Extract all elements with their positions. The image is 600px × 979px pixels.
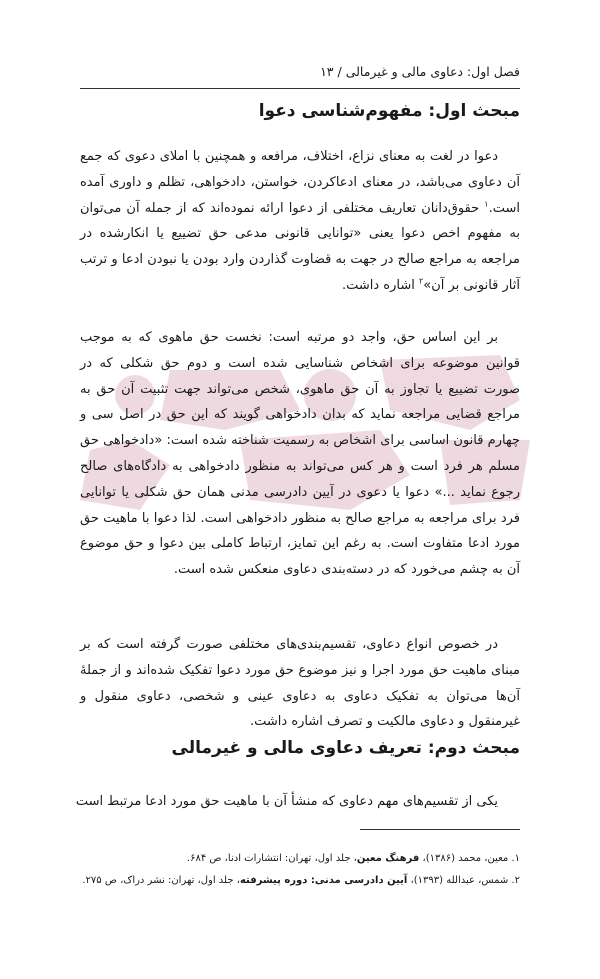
footnote-ref-1[interactable]: ۱ — [484, 199, 489, 209]
section-2-title: مبحث دوم: تعریف دعاوی مالی و غیرمالی — [171, 738, 520, 758]
footnote-2-title: آیین دادرسی مدنی: دوره پیشرفته — [239, 875, 408, 886]
footnote-1 — [80, 850, 520, 868]
footnote-2-pre: ۲. شمس، عبدالله (۱۳۹۳)، — [407, 875, 520, 886]
footnote-2-post: ، جلد اول، تهران: نشر دراک، ص ۲۷۵. — [82, 875, 240, 886]
paragraph-1-text-b: حقوق‌دانان تعاریف مختلفی از دعوا ارائه نموده‌اند که از جمله آن می‌توان به مفهوم اخص دعوا یعنی «توانایی قانونی مدعی حق تضییع یا انکارشده در مراجعه به مراجع صالح در جهت به قضاوت گذاردن وارد بودن یا نبودن ادعا و ترتب آثار قانونی بر آن» — [80, 200, 520, 293]
footnote-2 — [80, 872, 520, 890]
paragraph-3: در خصوص انواع دعاوی، تقسیم‌بندی‌های مختلفی صورت گرفته است که بر مبنای ماهیت حق مورد اجرا و نیز موضوع حق مورد دعوا تفکیک شده‌اند و از جملهٔ آن‌ها می‌توان به تفکیک دعاوی به دعاوی عینی و شخصی، دعاوی منقول و غیرمنقول و دعاوی مالکیت و تصرف اشاره داشت. — [80, 637, 520, 730]
running-header — [80, 62, 520, 89]
section-1-title: مبحث اول: مفهوم‌شناسی دعوا — [258, 101, 520, 121]
footnote-divider — [360, 829, 520, 830]
paragraph-2: بر این اساس حق، واجد دو مرتبه است: نخست حق ماهوی که به موجب قوانین موضوعه برای اشخاص شناسایی شده است و دوم حق شکلی که در صورت تضییع یا تجاوز به آن حق ماهوی، شخص می‌تواند جهت تثبیت آن حق به مراجع قضایی مراجعه نماید که بدان دادخواهی گویند که این حق در اصل سی و چهارم قانون اساسی برای اشخاص به رسمیت شناخته شده است: «دادخواهی حق مسلم هر فرد است و هر کس می‌تواند به منظور دادخواهی به دادگاه‌های صالح رجوع نماید ...» دعوا یا دعوی در آیین دادرسی مدنی همان حق شکلی یا توانایی فرد برای مراجعه به مراجع صالح به منظور دادخواهی است. لذا دعوا با ماهیت حق مورد ادعا متفاوت است. به رغم این تمایز، ارتباط کاملی بین دعوا و حق موضوع آن به چشم می‌خورد که در دسته‌بندی دعاوی منعکس شده است. — [80, 330, 520, 578]
footnote-1-title: فرهنگ معین — [356, 853, 420, 864]
running-header-title: فصل اول: دعاوی مالی و غیرمالی / ۱۳ — [320, 64, 520, 79]
paragraph-4: یکی از تقسیم‌های مهم دعاوی که منشأ آن با ماهیت حق مورد ادعا مرتبط است — [75, 794, 498, 809]
paragraph-1-text-a: دعوا در لغت به معنای نزاع، اختلاف، مرافعه و همچنین با املای دعوی که جمع آن دعاوی می‌باشد، در معنای ادعاکردن، خواستن، دادخواهی، تظلم و داوری آمده است. — [80, 149, 520, 216]
footnote-1-post: ، جلد اول، تهران: انتشارات ادنا، ص ۶۸۴. — [186, 853, 357, 864]
footnote-1-pre: ۱. معین، محمد (۱۳۸۶)، — [419, 853, 520, 864]
paragraph-1-text-c: اشاره داشت. — [341, 277, 419, 293]
paragraph-1 — [80, 144, 520, 324]
footnote-ref-2[interactable]: ۲ — [418, 276, 424, 286]
